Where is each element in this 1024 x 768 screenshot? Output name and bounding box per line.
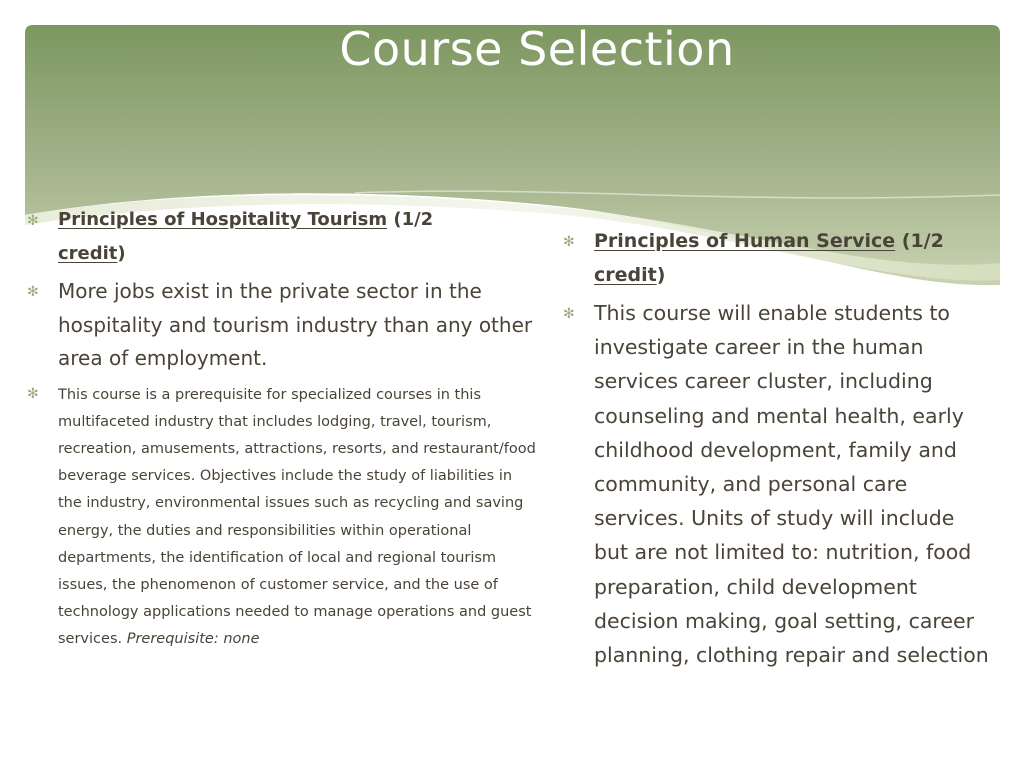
- course-name: Principles of Hospitality Tourism: [58, 209, 388, 230]
- asterisk-bullet-icon: ✻: [563, 306, 575, 322]
- left-description: [27, 382, 539, 654]
- asterisk-bullet-icon: ✻: [27, 213, 39, 229]
- description-text: This course will enable students to investigate career in the human services career cluster, including counseling and mental health, early childhood development, family and community, and personal care services. Units of study will include but are not limited to: nutrition, food preparation, child development decision making, goal setting, career planning, clothing repair and selection: [594, 301, 989, 668]
- credit-open: (1/2: [895, 230, 944, 252]
- right-course-heading: [563, 224, 993, 292]
- asterisk-bullet-icon: ✻: [27, 385, 39, 402]
- credit-word: credit: [594, 264, 657, 286]
- asterisk-bullet-icon: ✻: [27, 284, 39, 300]
- description-text: This course is a prerequisite for specialized courses in this multifaceted industry that includes lodging, travel, tourism, recreation, amusements, attractions, resorts, and restaurant/food beverage services. Objectives include the study of liabilities in the industry, environmental issues such as recycling and saving energy, the duties and responsibilities within operational departments, the identification of local and regional tourism issues, the phenomenon of customer service, and the use of technology applications needed to manage operations and guest services.: [58, 386, 536, 648]
- credit-close: ): [117, 243, 126, 264]
- left-course-heading: [27, 203, 539, 271]
- right-column: [563, 224, 993, 678]
- left-column: [27, 203, 539, 654]
- right-description: [563, 296, 993, 672]
- credit-open: (1/2: [387, 209, 434, 230]
- summary-text: More jobs exist in the private sector in the hospitality and tourism industry than any other area of employment.: [58, 279, 533, 370]
- slide-title: Course Selection: [339, 22, 735, 76]
- asterisk-bullet-icon: ✻: [563, 234, 575, 250]
- course-name: Principles of Human Service: [594, 230, 896, 252]
- prerequisite-text: Prerequisite: none: [126, 631, 260, 648]
- credit-word: credit: [58, 243, 118, 264]
- left-summary: [27, 275, 539, 376]
- credit-close: ): [656, 264, 666, 286]
